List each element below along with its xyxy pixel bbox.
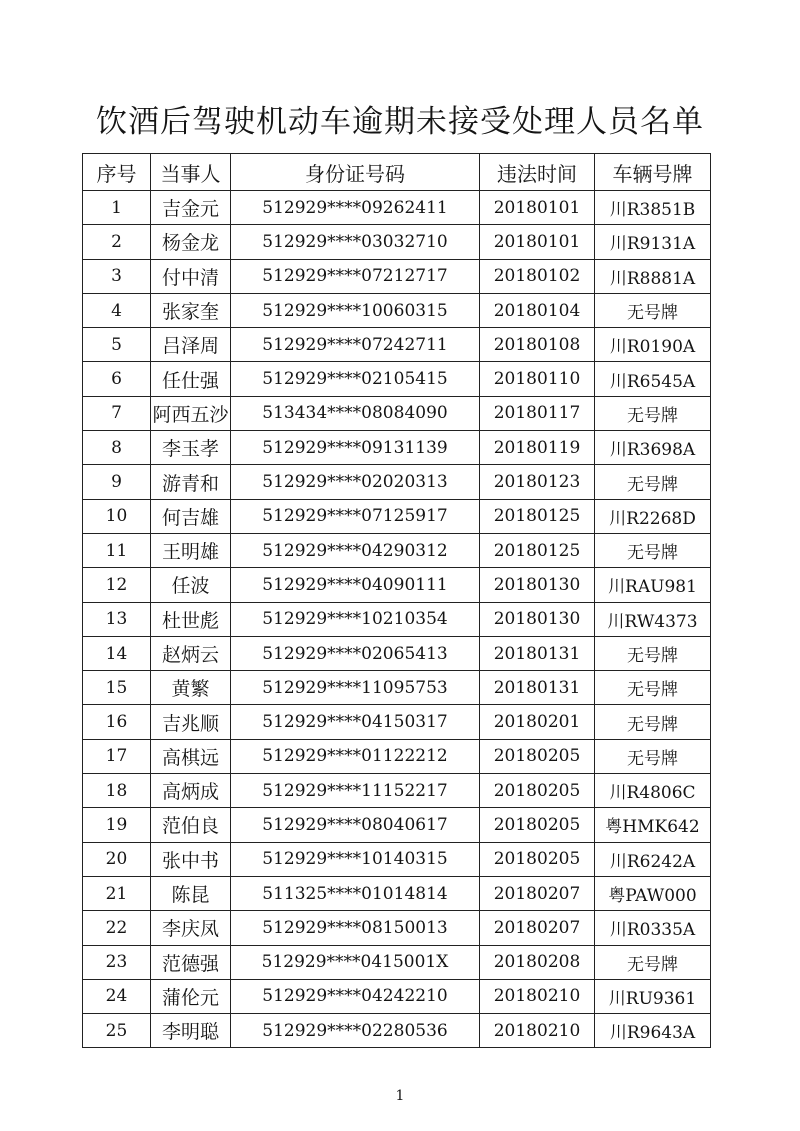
cell-serial: 18 <box>83 774 151 808</box>
table-row <box>83 328 711 362</box>
header-id-number: 身份证号码 <box>231 154 480 191</box>
cell-plate: 无号牌 <box>595 739 711 773</box>
cell-violation-date: 20180125 <box>480 533 595 567</box>
cell-party: 何吉雄 <box>151 499 231 533</box>
header-violation-date: 违法时间 <box>480 154 595 191</box>
cell-plate: 无号牌 <box>595 533 711 567</box>
cell-party: 蒲伦元 <box>151 979 231 1013</box>
header-plate: 车辆号牌 <box>595 154 711 191</box>
cell-party: 游青和 <box>151 465 231 499</box>
cell-party: 范伯良 <box>151 808 231 842</box>
cell-id-number: 512929****07242711 <box>231 328 480 362</box>
cell-violation-date: 20180117 <box>480 396 595 430</box>
table-row <box>83 293 711 327</box>
table-row <box>83 396 711 430</box>
cell-id-number: 512929****04150317 <box>231 705 480 739</box>
cell-id-number: 512929****04242210 <box>231 979 480 1013</box>
cell-party: 任仕强 <box>151 362 231 396</box>
cell-violation-date: 20180130 <box>480 602 595 636</box>
cell-party: 范德强 <box>151 945 231 979</box>
cell-id-number: 512929****09131139 <box>231 431 480 465</box>
cell-violation-date: 20180207 <box>480 876 595 910</box>
cell-serial: 17 <box>83 739 151 773</box>
cell-plate: 川RU9361 <box>595 979 711 1013</box>
cell-violation-date: 20180101 <box>480 225 595 259</box>
cell-serial: 1 <box>83 191 151 225</box>
cell-violation-date: 20180104 <box>480 293 595 327</box>
table-row <box>83 568 711 602</box>
table-row <box>83 465 711 499</box>
cell-serial: 16 <box>83 705 151 739</box>
cell-serial: 13 <box>83 602 151 636</box>
table-row <box>83 979 711 1013</box>
cell-violation-date: 20180123 <box>480 465 595 499</box>
cell-party: 王明雄 <box>151 533 231 567</box>
cell-violation-date: 20180125 <box>480 499 595 533</box>
cell-plate: 川R0190A <box>595 328 711 362</box>
cell-plate: 川R6545A <box>595 362 711 396</box>
cell-violation-date: 20180210 <box>480 979 595 1013</box>
page-number: 1 <box>395 1088 405 1104</box>
header-serial: 序号 <box>83 154 151 191</box>
cell-violation-date: 20180102 <box>480 259 595 293</box>
cell-party: 吉兆顺 <box>151 705 231 739</box>
cell-party: 杜世彪 <box>151 602 231 636</box>
cell-id-number: 512929****0415001X <box>231 945 480 979</box>
cell-serial: 12 <box>83 568 151 602</box>
table-row <box>83 225 711 259</box>
table-row <box>83 671 711 705</box>
cell-violation-date: 20180205 <box>480 774 595 808</box>
cell-serial: 2 <box>83 225 151 259</box>
table-row <box>83 636 711 670</box>
cell-violation-date: 20180205 <box>480 808 595 842</box>
cell-plate: 无号牌 <box>595 636 711 670</box>
cell-id-number: 512929****11152217 <box>231 774 480 808</box>
cell-party: 阿西五沙 <box>151 396 231 430</box>
cell-id-number: 512929****02280536 <box>231 1014 480 1048</box>
cell-serial: 19 <box>83 808 151 842</box>
cell-violation-date: 20180131 <box>480 671 595 705</box>
cell-plate: 无号牌 <box>595 945 711 979</box>
cell-party: 吉金元 <box>151 191 231 225</box>
cell-serial: 24 <box>83 979 151 1013</box>
table-row <box>83 533 711 567</box>
cell-serial: 3 <box>83 259 151 293</box>
cell-id-number: 512929****02105415 <box>231 362 480 396</box>
cell-id-number: 512929****04290312 <box>231 533 480 567</box>
table-row <box>83 259 711 293</box>
table-row <box>83 842 711 876</box>
cell-violation-date: 20180208 <box>480 945 595 979</box>
cell-id-number: 511325****01014814 <box>231 876 480 910</box>
cell-id-number: 512929****08040617 <box>231 808 480 842</box>
cell-violation-date: 20180108 <box>480 328 595 362</box>
table-row <box>83 191 711 225</box>
cell-plate: 川R3698A <box>595 431 711 465</box>
cell-plate: 无号牌 <box>595 671 711 705</box>
cell-violation-date: 20180101 <box>480 191 595 225</box>
cell-violation-date: 20180205 <box>480 739 595 773</box>
header-party: 当事人 <box>151 154 231 191</box>
cell-serial: 23 <box>83 945 151 979</box>
cell-party: 陈昆 <box>151 876 231 910</box>
cell-serial: 8 <box>83 431 151 465</box>
cell-plate: 川RAU981 <box>595 568 711 602</box>
cell-party: 黄繁 <box>151 671 231 705</box>
cell-serial: 14 <box>83 636 151 670</box>
cell-serial: 5 <box>83 328 151 362</box>
table-row <box>83 499 711 533</box>
cell-violation-date: 20180210 <box>480 1014 595 1048</box>
cell-id-number: 513434****08084090 <box>231 396 480 430</box>
table-row <box>83 774 711 808</box>
cell-plate: 无号牌 <box>595 705 711 739</box>
table-header-row <box>83 154 711 191</box>
cell-plate: 川R6242A <box>595 842 711 876</box>
cell-serial: 7 <box>83 396 151 430</box>
table-row <box>83 602 711 636</box>
cell-plate: 粤PAW000 <box>595 876 711 910</box>
table-row <box>83 739 711 773</box>
cell-party: 李玉孝 <box>151 431 231 465</box>
cell-violation-date: 20180110 <box>480 362 595 396</box>
cell-id-number: 512929****07212717 <box>231 259 480 293</box>
cell-plate: 无号牌 <box>595 293 711 327</box>
cell-id-number: 512929****09262411 <box>231 191 480 225</box>
cell-id-number: 512929****02065413 <box>231 636 480 670</box>
cell-party: 吕泽周 <box>151 328 231 362</box>
cell-serial: 25 <box>83 1014 151 1048</box>
cell-plate: 川R9643A <box>595 1014 711 1048</box>
table-row <box>83 945 711 979</box>
cell-serial: 10 <box>83 499 151 533</box>
table-row <box>83 876 711 910</box>
cell-id-number: 512929****10060315 <box>231 293 480 327</box>
cell-plate: 川R4806C <box>595 774 711 808</box>
cell-plate: 粤HMK642 <box>595 808 711 842</box>
cell-plate: 川R8881A <box>595 259 711 293</box>
cell-plate: 川R0335A <box>595 911 711 945</box>
cell-violation-date: 20180131 <box>480 636 595 670</box>
page-title: 饮酒后驾驶机动车逾期未接受处理人员名单 <box>96 104 704 140</box>
cell-party: 李明聪 <box>151 1014 231 1048</box>
cell-plate: 川R9131A <box>595 225 711 259</box>
cell-plate: 川RW4373 <box>595 602 711 636</box>
cell-id-number: 512929****01122212 <box>231 739 480 773</box>
violator-table <box>82 153 711 1048</box>
cell-id-number: 512929****03032710 <box>231 225 480 259</box>
table-body <box>83 191 711 1048</box>
cell-plate: 川R2268D <box>595 499 711 533</box>
cell-serial: 4 <box>83 293 151 327</box>
cell-id-number: 512929****08150013 <box>231 911 480 945</box>
cell-serial: 20 <box>83 842 151 876</box>
cell-plate: 川R3851B <box>595 191 711 225</box>
table-row <box>83 808 711 842</box>
cell-party: 赵炳云 <box>151 636 231 670</box>
cell-party: 张中书 <box>151 842 231 876</box>
cell-id-number: 512929****10210354 <box>231 602 480 636</box>
table-row <box>83 362 711 396</box>
cell-plate: 无号牌 <box>595 465 711 499</box>
cell-serial: 6 <box>83 362 151 396</box>
cell-serial: 22 <box>83 911 151 945</box>
cell-party: 高炳成 <box>151 774 231 808</box>
cell-violation-date: 20180119 <box>480 431 595 465</box>
cell-id-number: 512929****07125917 <box>231 499 480 533</box>
cell-party: 张家奎 <box>151 293 231 327</box>
table-row <box>83 1014 711 1048</box>
cell-party: 任波 <box>151 568 231 602</box>
table-row <box>83 431 711 465</box>
cell-party: 高棋远 <box>151 739 231 773</box>
cell-party: 付中清 <box>151 259 231 293</box>
cell-violation-date: 20180207 <box>480 911 595 945</box>
cell-serial: 9 <box>83 465 151 499</box>
cell-serial: 21 <box>83 876 151 910</box>
cell-id-number: 512929****11095753 <box>231 671 480 705</box>
table-row <box>83 911 711 945</box>
cell-party: 李庆凤 <box>151 911 231 945</box>
cell-id-number: 512929****02020313 <box>231 465 480 499</box>
cell-violation-date: 20180201 <box>480 705 595 739</box>
cell-serial: 15 <box>83 671 151 705</box>
cell-violation-date: 20180205 <box>480 842 595 876</box>
cell-party: 杨金龙 <box>151 225 231 259</box>
cell-plate: 无号牌 <box>595 396 711 430</box>
cell-violation-date: 20180130 <box>480 568 595 602</box>
cell-id-number: 512929****10140315 <box>231 842 480 876</box>
cell-id-number: 512929****04090111 <box>231 568 480 602</box>
table-row <box>83 705 711 739</box>
cell-serial: 11 <box>83 533 151 567</box>
